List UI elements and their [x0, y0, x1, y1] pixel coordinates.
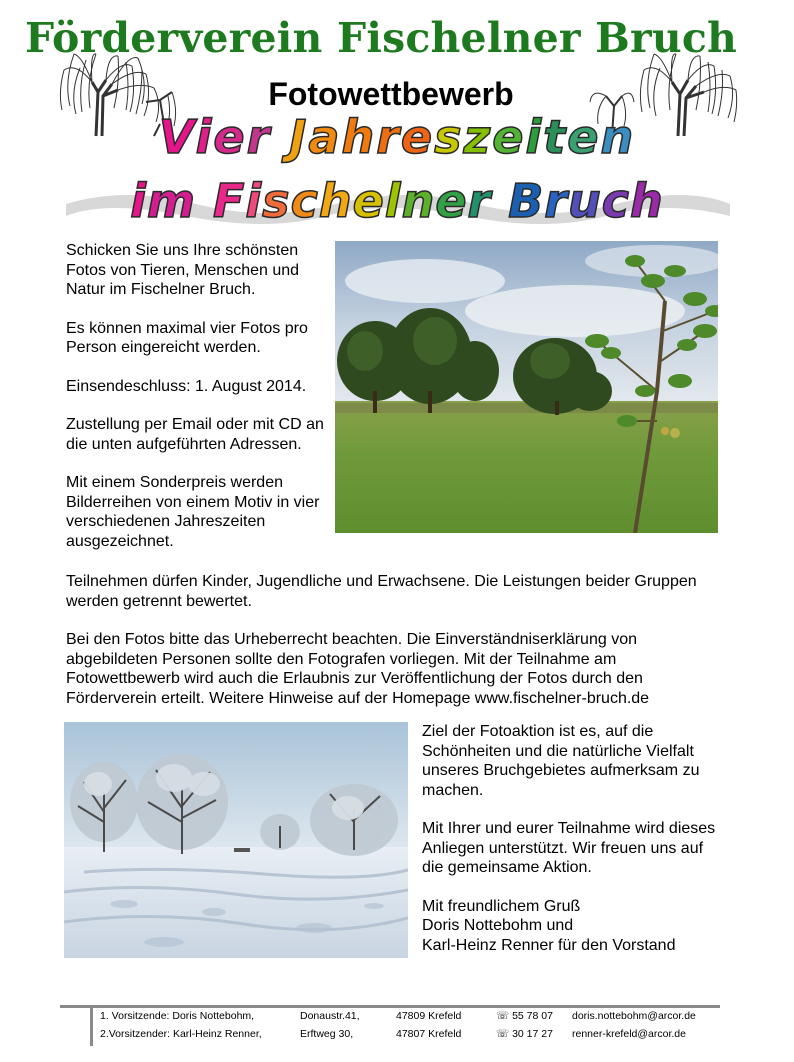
- participation-text: [66, 572, 726, 727]
- paragraph: Zustellung per Email oder mit CD an die unten aufgeführten Adressen.: [66, 416, 324, 453]
- rainbow-letter: F: [212, 174, 246, 228]
- paragraph: Bei den Fotos bitte das Urheberrecht beachten. Die Einverständniserklärung von abgebildeten Personen sollte den Fotografen vorliegen. Mit der Teilnahme am Fotowettbewerb wird auch die Erlaubnis zur Veröffentlichung der Fotos durch den Förderverein erteilt. Weitere Hinweise auf der Homepage www.fischelner-bruch.de: [66, 631, 650, 707]
- rainbow-letter: B: [508, 174, 545, 228]
- email-link[interactable]: renner-krefeld@arcor.de: [572, 1028, 686, 1040]
- phone-number: 55 78 07: [512, 1010, 553, 1022]
- rainbow-letter: J: [289, 110, 309, 164]
- phone-icon: ☏: [496, 1010, 510, 1022]
- street: Erftweg 30,: [300, 1028, 354, 1040]
- rainbow-letter: h: [341, 110, 377, 164]
- signature: [422, 897, 722, 956]
- rainbow-letter: c: [290, 174, 319, 228]
- phone: [496, 1007, 572, 1025]
- contact-table: [100, 1007, 722, 1043]
- phone: [496, 1025, 572, 1043]
- rainbow-letter: u: [567, 174, 602, 228]
- rainbow-letter: c: [601, 174, 631, 228]
- rainbow-letter: i: [245, 174, 263, 228]
- rainbow-letter: [491, 174, 508, 228]
- rainbow-letter: e: [400, 110, 435, 164]
- phone-number: 30 17 27: [512, 1028, 553, 1040]
- rainbow-letter: r: [376, 110, 401, 164]
- rainbow-letter: h: [630, 174, 664, 228]
- rainbow-letter: a: [308, 110, 342, 164]
- footer-vertical-divider: [90, 1008, 93, 1046]
- rainbow-letter: s: [262, 174, 291, 228]
- paragraph: Mit Ihrer und eurer Teilnahme wird dieses Anliegen unterstützt. Wir freuen uns auf die gemeinsame Aktion.: [422, 820, 716, 876]
- paragraph: Ziel der Fotoaktion ist es, auf die Schönheiten und die natürliche Vielfalt unseres Bruchgebietes aufmerksam zu machen.: [422, 723, 700, 799]
- rainbow-letter: e: [213, 110, 247, 164]
- role-name: 1. Vorsitzende: Doris Nottebohm,: [100, 1010, 255, 1022]
- winter-snow-photo: [64, 722, 408, 958]
- club-title: Förderverein Fischelner Bruch: [24, 14, 738, 62]
- role-name: 2.Vorsitzender: Karl-Heinz Renner,: [100, 1028, 262, 1040]
- rainbow-letter: [196, 174, 213, 228]
- signature-line: Karl-Heinz Renner für den Vorstand: [422, 936, 676, 954]
- rainbow-title-line1: [0, 110, 794, 164]
- email-link[interactable]: doris.nottebohm@arcor.de: [572, 1010, 696, 1022]
- summer-meadow-photo: [335, 241, 718, 533]
- paragraph: Einsendeschluss: 1. August 2014.: [66, 377, 307, 395]
- rainbow-letter: r: [544, 174, 568, 228]
- street: Donaustr.41,: [300, 1010, 360, 1022]
- city: 47809 Krefeld: [396, 1010, 462, 1022]
- intro-text: [66, 241, 334, 570]
- paragraph: Teilnehmen dürfen Kinder, Jugendliche und Erwachsene. Die Leistungen beider Gruppen werden getrennt bewertet.: [66, 573, 697, 610]
- rainbow-letter: r: [246, 110, 272, 164]
- rainbow-letter: [271, 110, 289, 164]
- rainbow-letter: e: [352, 174, 385, 228]
- rainbow-letter: h: [318, 174, 353, 228]
- rainbow-letter: n: [600, 110, 636, 164]
- rainbow-letter: i: [525, 110, 544, 164]
- goal-text: [422, 722, 722, 955]
- contest-title: Fotowettbewerb: [268, 76, 514, 112]
- rainbow-letter: z: [463, 110, 493, 164]
- greeting: Mit freundlichem Gruß: [422, 897, 581, 915]
- rainbow-title-line2: [0, 174, 794, 228]
- contact-row: [100, 1007, 722, 1025]
- rainbow-letter: V: [158, 110, 196, 164]
- rainbow-letter: l: [384, 174, 402, 228]
- rainbow-letter: m: [147, 174, 196, 228]
- rainbow-letter: s: [434, 110, 464, 164]
- rainbow-letter: e: [435, 174, 468, 228]
- city: 47807 Krefeld: [396, 1028, 462, 1040]
- rainbow-letter: r: [467, 174, 492, 228]
- paragraph: Es können maximal vier Fotos pro Person eingereicht werden.: [66, 319, 308, 356]
- phone-icon: ☏: [496, 1028, 510, 1040]
- paragraph: Mit einem Sonderpreis werden Bilderreihen von einem Motiv in vier verschiedenen Jahreszeiten ausgezeichnet.: [66, 474, 320, 550]
- rainbow-letter: i: [195, 110, 214, 164]
- rainbow-letter: e: [492, 110, 526, 164]
- rainbow-letter: i: [130, 174, 147, 228]
- rainbow-letter: t: [543, 110, 568, 164]
- rainbow-letter: e: [567, 110, 601, 164]
- rainbow-letter: n: [401, 174, 436, 228]
- signature-line: Doris Nottebohm und: [422, 917, 574, 934]
- contact-row: [100, 1025, 722, 1043]
- paragraph: Schicken Sie uns Ihre schönsten Fotos von Tieren, Menschen und Natur im Fischelner Bruch.: [66, 242, 300, 298]
